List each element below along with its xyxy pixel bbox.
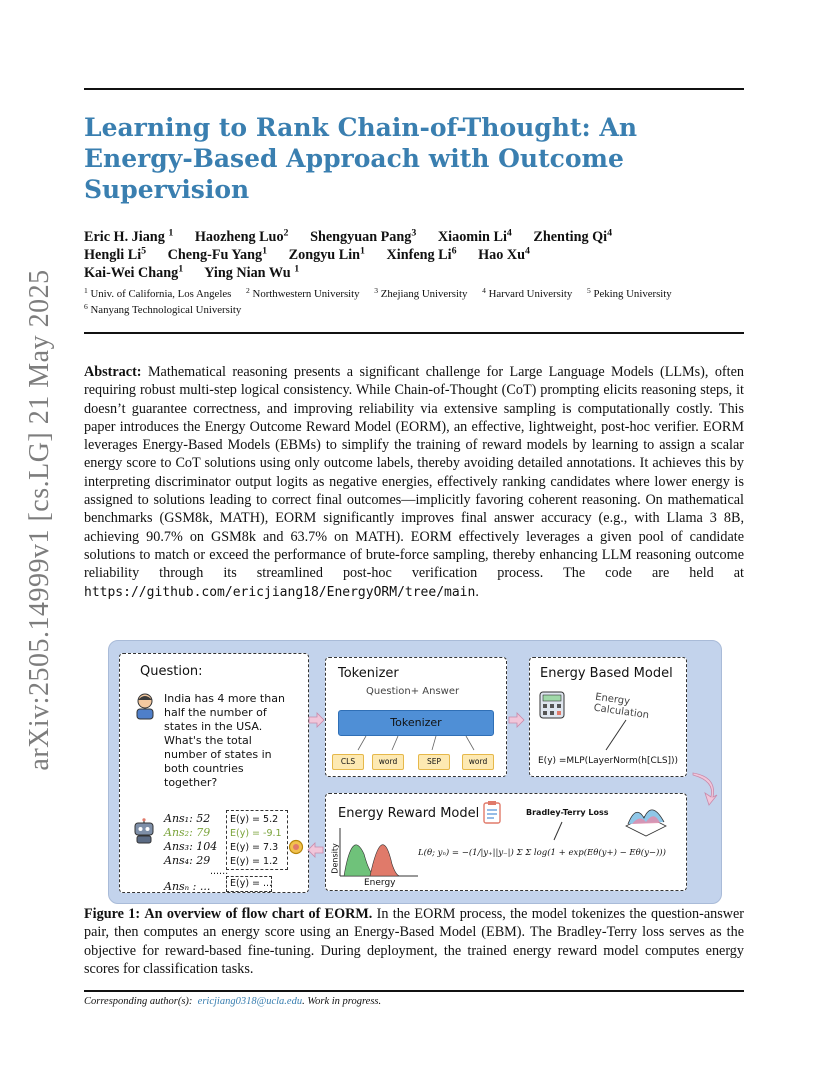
ebm-arrow [600, 718, 630, 754]
density-axis-label: Density [330, 843, 340, 874]
affiliation: $^1$ Univ. of California, Los Angeles [84, 285, 232, 300]
top-rule [84, 88, 744, 90]
author: Cheng-Fu Yang$^1$ [167, 245, 268, 263]
bt-arrow [548, 820, 568, 844]
answer-2: Ans₂: 79 [164, 826, 211, 839]
answer-3: Ans₃: 104 [164, 840, 218, 853]
affiliation: $^6$ Nanyang Technological University [84, 301, 242, 316]
arrow-icon [307, 841, 325, 859]
question-title: Question: [140, 664, 203, 679]
tokenizer-panel [325, 657, 507, 777]
author-line-1 [84, 229, 630, 246]
token-cls: CLS [332, 754, 364, 770]
author: Zhenting Qi$^4$ [533, 227, 613, 245]
caption-label: Figure 1: [84, 906, 141, 922]
calculator-icon [538, 690, 566, 720]
energy-dots: ...... [210, 866, 229, 877]
figure-caption [84, 905, 744, 978]
robot-icon [132, 818, 156, 844]
landscape-plot-icon [622, 796, 670, 838]
token-word: word [372, 754, 404, 770]
arxiv-identifier: arXiv:2505.14999v1 [cs.LG] 21 May 2025 [24, 269, 55, 771]
ebm-title: Energy Based Model [540, 666, 673, 681]
tokenizer-title: Tokenizer [338, 666, 399, 681]
affiliation: $^5$ Peking University [586, 285, 672, 300]
loss-formula: L(θ; yₙ) = −(1/|y₊||y₋|) Σ Σ log(1 + exp(Eθ(y+) − Eθ(y−))) [418, 848, 666, 858]
return-arrow-icon [689, 771, 719, 807]
energy-2: E(y) = -9.1 [230, 828, 282, 839]
author: Haozheng Luo$^2$ [194, 227, 289, 245]
affiliation-line-1 [84, 285, 684, 300]
token-sep: SEP [418, 754, 450, 770]
medal-icon [288, 838, 304, 856]
author: Hao Xu$^4$ [478, 245, 530, 263]
author: Xiaomin Li$^4$ [437, 227, 512, 245]
tokenizer-box: Tokenizer [338, 710, 494, 736]
token-arrows [336, 736, 496, 752]
ebm-panel [529, 657, 687, 777]
author-line-2 [84, 247, 548, 264]
clipboard-icon [482, 800, 502, 824]
tokenizer-input: Question+ Answer [366, 686, 460, 697]
arrow-icon [507, 711, 525, 729]
author: Shengyuan Pang$^3$ [310, 227, 417, 245]
footnote: Corresponding author(s): ericjiang0318@ucla.edu. Work in progress. [84, 996, 382, 1007]
code-link[interactable]: https://github.com/ericjiang18/EnergyORM/tree/main [84, 584, 476, 600]
affiliation: $^4$ Harvard University [482, 285, 573, 300]
caption-text: In the EORM process, the model tokenizes the question-answer pair, then computes an energy score using an Energy-Based Model (EBM). The Bradley-Terry loss serves as the objective for reward-based fine-tuning. During deployment, the trained energy reward model computes energy scores for classification tasks. [84, 906, 745, 977]
affiliation-line-2 [84, 301, 253, 316]
arrow-icon [307, 711, 325, 729]
abstract: Abstract: Mathematical reasoning presents a significant challenge for Large Language Models (LLMs), often requiring robust multi-step logical consistency. While Chain-of-Thought (CoT) prompting elicits reasoning steps, it doesn’t guarantee correctness, and improving reliability via extensive sampling is computationally costly. This paper introduces the Energy Outcome Reward Model (EORM), an effective, lightweight, post-hoc verifier. EORM leverages Energy-Based Models (EBMs) to simplify the training of reward models by learning to assign a scalar energy score to CoT solutions using only outcome labels, thereby avoiding detailed annotations. It achieves this by interpreting discriminator output logits as negative energies, effectively ranking candidates where lower energy is assigned to solutions leading to correct final outcomes—implicitly favoring coherent reasoning. On mathematical benchmarks (GSM8k, MATH), EORM significantly improves final answer accuracy (e.g., with Llama 3 8B, achieving 90.7% on GSM8k and 63.7% on MATH). EORM effectively leverages a given pool of candidate solutions to match or exceed the performance of brute-force sampling, thereby enhancing LLM reasoning outcome reliability through its streamlined post-hoc verification process. The code are held at https://github.com/ericjiang18/EnergyORM/tree/main. [84, 364, 744, 600]
answer-n: Ansₙ : ... [164, 880, 211, 893]
author: Ying Nian Wu $^1$ [204, 263, 300, 281]
ebm-formula: E(y) =MLP(LayerNorm(h[CLS])) [538, 756, 679, 766]
footer-rule [84, 990, 744, 992]
caption-bold: An overview of flow chart of EORM. [144, 906, 373, 922]
paper-title: Learning to Rank Chain-of-Thought: An Energy-Based Approach with Outcome Supervision [84, 113, 638, 204]
figure-1-flowchart [108, 640, 722, 904]
header-rule [84, 332, 744, 334]
token-word: word [462, 754, 494, 770]
density-plot [330, 824, 420, 886]
affiliation: $^2$ Northwestern University [246, 285, 360, 300]
author-line-3 [84, 265, 317, 282]
author: Kai-Wei Chang$^1$ [84, 263, 184, 281]
erm-panel [325, 793, 687, 891]
email-link[interactable]: ericjiang0318@ucla.edu [197, 996, 303, 1007]
abstract-label: Abstract: [84, 364, 142, 380]
question-panel [119, 653, 309, 893]
author: Zongyu Lin$^1$ [288, 245, 365, 263]
question-text: India has 4 more than half the number of states in the USA. What's the total number of states in both countries together? [164, 692, 285, 789]
author: Hengli Li$^5$ [84, 245, 147, 263]
energy-n: E(y) = ... [230, 878, 273, 889]
energy-calculation-label: Energy Calculation [592, 691, 650, 722]
author: Eric H. Jiang $^1$ [84, 227, 174, 245]
energy-axis-label: Energy [364, 878, 396, 888]
erm-title: Energy Reward Model [338, 806, 480, 821]
energy-1: E(y) = 5.2 [230, 814, 279, 825]
person-icon [134, 692, 156, 720]
energy-3: E(y) = 7.3 [230, 842, 279, 853]
answer-1: Ans₁: 52 [164, 812, 211, 825]
abstract-text: Mathematical reasoning presents a significant challenge for Large Language Models (LLMs), often requiring robust multi-step logical consistency. While Chain-of-Thought (CoT) prompting elicits reasoning steps, it doesn’t guarantee correctness, and improving reliability via extensive sampling is computationally costly. This paper introduces the Energy Outcome Reward Model (EORM), an effective, lightweight, post-hoc verifier. EORM leverages Energy-Based Models (EBMs) to simplify the training of reward models by learning to assign a scalar energy score to CoT solutions using only outcome labels, thereby avoiding detailed annotations. It achieves this by interpreting discriminator output logits as negative energies, effectively ranking candidates where lower energy is assigned to solutions leading to correct final outcomes—implicitly favoring coherent reasoning. On mathematical benchmarks (GSM8k, MATH), EORM significantly improves final answer accuracy (e.g., with Llama 3 8B, achieving 90.7% on GSM8k and 63.7% on MATH). EORM effectively leverages a given pool of candidate solutions to match or exceed the performance of brute-force sampling, thereby enhancing LLM reasoning outcome reliability through its streamlined post-hoc verification process. The code are held at [84, 364, 744, 582]
energy-4: E(y) = 1.2 [230, 856, 279, 867]
affiliation: $^3$ Zhejiang University [374, 285, 468, 300]
bt-loss-label: Bradley-Terry Loss [526, 808, 609, 817]
answer-4: Ans₄: 29 [164, 854, 211, 867]
author: Xinfeng Li$^6$ [386, 245, 457, 263]
